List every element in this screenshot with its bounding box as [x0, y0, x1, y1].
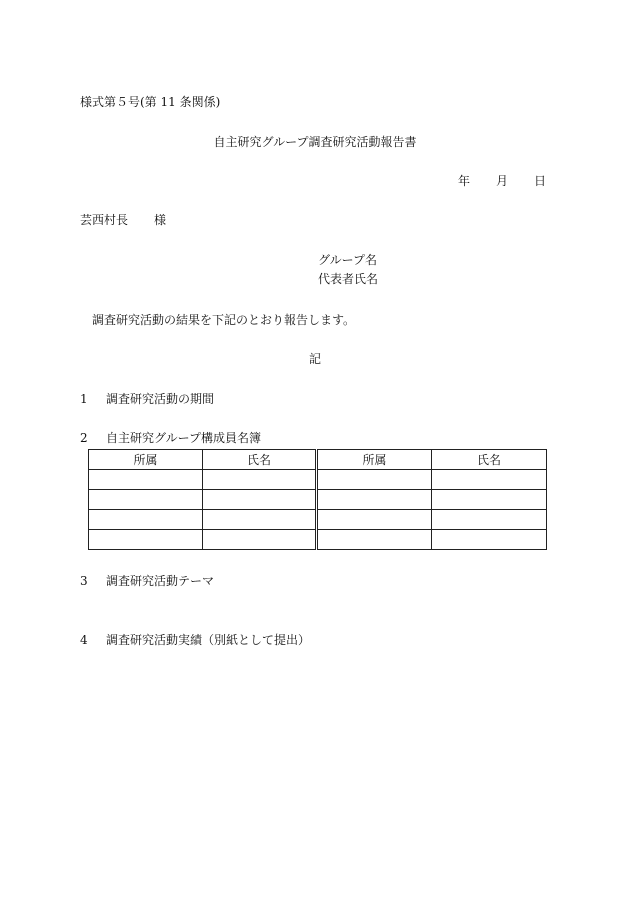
name-cell[interactable] — [203, 530, 317, 550]
affiliation-cell[interactable] — [89, 530, 203, 550]
table-row — [89, 530, 547, 550]
table-row — [89, 490, 547, 510]
name-cell[interactable] — [432, 490, 547, 510]
item-label: 調査研究活動の期間 — [106, 392, 215, 406]
affiliation-cell[interactable] — [89, 490, 203, 510]
date-line — [458, 174, 546, 188]
item-period — [80, 392, 214, 406]
name-cell[interactable] — [203, 510, 317, 530]
item-results — [80, 633, 310, 647]
addressee — [80, 213, 166, 227]
item-label: 自主研究グループ構成員名簿 — [106, 431, 262, 445]
table-row — [89, 510, 547, 530]
group-name-label: グループ名 — [318, 253, 378, 267]
affiliation-cell[interactable] — [317, 510, 432, 530]
item-number: 2 — [80, 431, 88, 445]
header-name: 氏名 — [203, 450, 317, 470]
affiliation-cell[interactable] — [317, 530, 432, 550]
name-cell[interactable] — [203, 490, 317, 510]
item-number: 4 — [80, 633, 88, 647]
header-name: 氏名 — [432, 450, 547, 470]
item-label: 調査研究活動実績（別紙として提出） — [106, 633, 311, 647]
item-theme — [80, 574, 214, 588]
item-member-list — [80, 431, 261, 445]
name-cell[interactable] — [432, 470, 547, 490]
affiliation-cell[interactable] — [89, 510, 203, 530]
name-cell[interactable] — [432, 530, 547, 550]
header-affiliation: 所属 — [89, 450, 203, 470]
item-label: 調査研究活動テーマ — [106, 574, 215, 588]
date-year-label: 年 — [458, 174, 471, 188]
representative-name-label: 代表者氏名 — [318, 272, 379, 286]
member-table — [88, 449, 547, 550]
date-day-label: 日 — [534, 174, 547, 188]
ki-heading: 記 — [309, 352, 322, 366]
name-cell[interactable] — [432, 510, 547, 530]
table-row — [89, 470, 547, 490]
affiliation-cell[interactable] — [317, 490, 432, 510]
header-affiliation: 所属 — [317, 450, 432, 470]
date-month-label: 月 — [496, 174, 509, 188]
item-number: 1 — [80, 392, 88, 406]
document-title: 自主研究グループ調査研究活動報告書 — [213, 135, 417, 149]
form-number: 様式第５号(第 11 条関係) — [80, 95, 221, 109]
intro-sentence: 調査研究活動の結果を下記のとおり報告します。 — [92, 313, 356, 327]
affiliation-cell[interactable] — [89, 470, 203, 490]
member-table-header-row — [89, 450, 547, 470]
name-cell[interactable] — [203, 470, 317, 490]
item-number: 3 — [80, 574, 88, 588]
affiliation-cell[interactable] — [317, 470, 432, 490]
addressee-name: 芸西村長 — [80, 213, 129, 227]
addressee-honorific: 様 — [154, 213, 167, 227]
